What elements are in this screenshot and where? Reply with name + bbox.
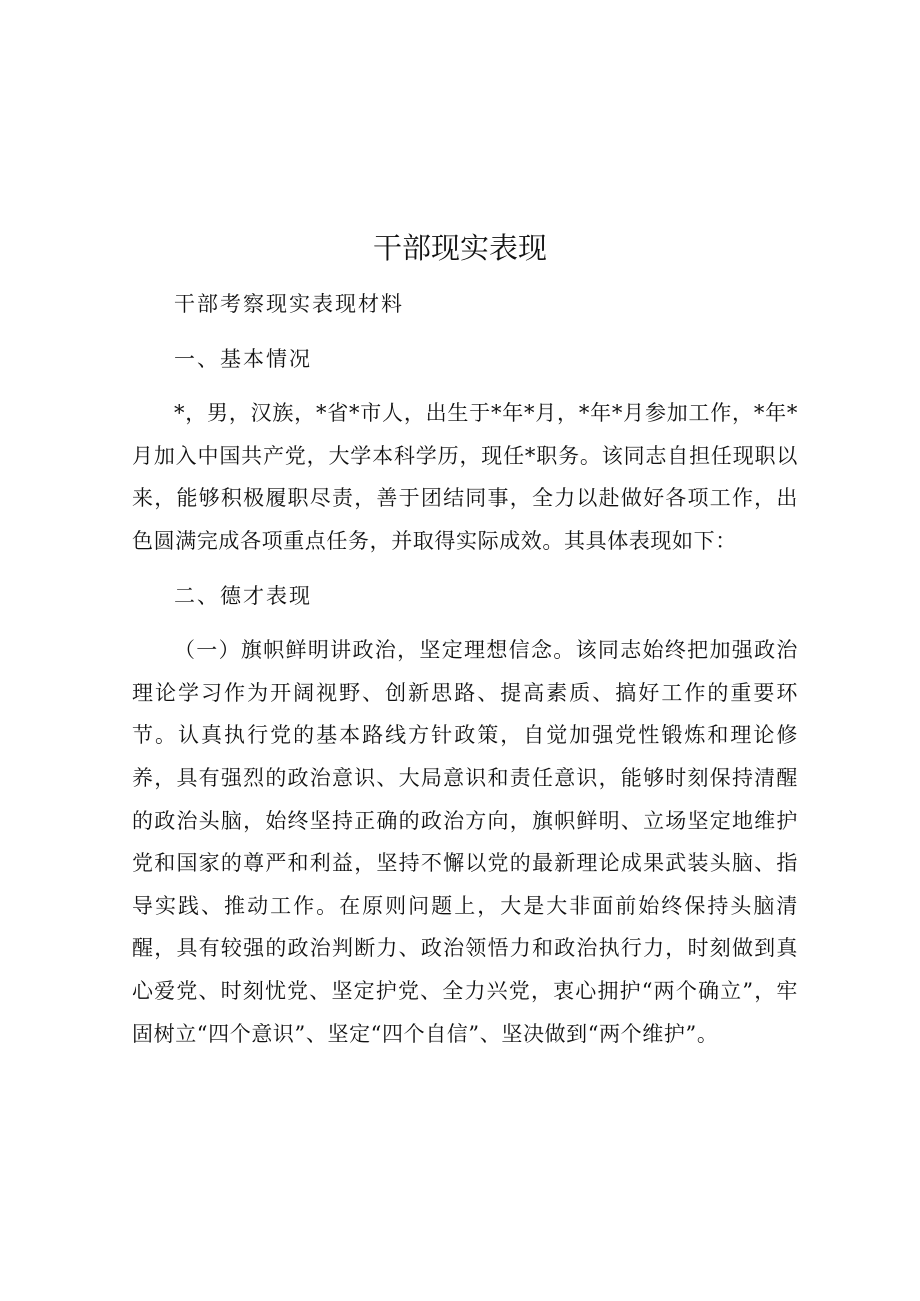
document-body <box>132 283 798 1067</box>
section-2-item-1-paragraph: （一）旗帜鲜明讲政治，坚定理想信念。该同志始终把加强政治理论学习作为开阔视野、创新思路、提高素质、搞好工作的重要环节。认真执行党的基本路线方针政策，自觉加强党性锻炼和理论修养，具有强烈的政治意识、大局意识和责任意识，能够时刻保持清醒的政治头脑，始终坚持正确的政治方向，旗帜鲜明、立场坚定地维护党和国家的尊严和利益，坚持不懈以党的最新理论成果武装头脑、指导实践、推动工作。在原则问题上，大是大非面前始终保持头脑清醒，具有较强的政治判断力、政治领悟力和政治执行力，时刻做到真心爱党、时刻忧党、坚定护党、全力兴党，衷心拥护“两个确立”，牢固树立“四个意识”、坚定“四个自信”、坚决做到“两个维护”。 <box>132 638 798 1046</box>
section-1-heading: 一、基本情况 <box>174 346 312 371</box>
section-1-paragraph: *，男，汉族，*省*市人，出生于*年*月，*年*月参加工作，*年*月加入中国共产党，大学本科学历，现任*职务。该同志自担任现职以来，能够积极履职尽责，善于团结同事，全力以赴做好各项工作，出色圆满完成各项重点任务，并取得实际成效。其具体表现如下： <box>132 401 798 553</box>
section-2-heading: 二、德才表现 <box>174 583 312 608</box>
document-title: 干部现实表现 <box>372 231 547 265</box>
document-subtitle: 干部考察现实表现材料 <box>174 292 404 316</box>
